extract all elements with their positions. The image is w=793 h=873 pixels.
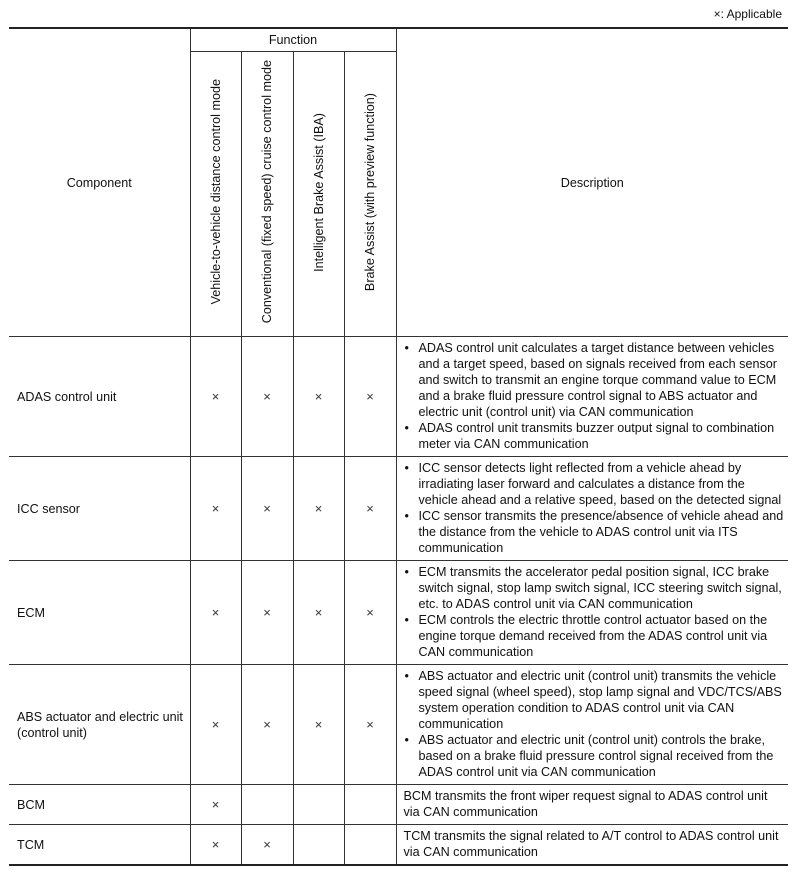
- component-cell: ADAS control unit: [9, 337, 190, 457]
- function-column-header: Vehicle-to-vehicle distance control mode: [190, 52, 241, 337]
- table-row: [9, 561, 788, 665]
- component-cell: ICC sensor: [9, 457, 190, 561]
- function-header: Function: [190, 28, 396, 52]
- empty-cell: [293, 785, 344, 825]
- description-bullet: • ECM transmits the accelerator pedal position signal, ICC brake switch signal, stop lamp switch signal, ICC steering switch signal, etc. to ADAS control unit via CAN communication: [404, 564, 785, 612]
- applicable-mark: ×: [241, 665, 293, 785]
- applicable-mark: ×: [241, 457, 293, 561]
- applicable-mark: ×: [190, 785, 241, 825]
- applicable-mark: ×: [241, 561, 293, 665]
- applicable-mark: ×: [190, 665, 241, 785]
- description-bullet: • ECM controls the electric throttle control actuator based on the engine torque demand received from the ADAS control unit via CAN communication: [404, 612, 785, 660]
- component-cell: TCM: [9, 825, 190, 866]
- function-column-header: Conventional (fixed speed) cruise control mode: [241, 52, 293, 337]
- empty-cell: [293, 825, 344, 866]
- applicable-mark: ×: [344, 337, 396, 457]
- description-bullet: • ADAS control unit calculates a target distance between vehicles and a target speed, based on signals received from each sensor and switch to transmit an engine torque command value to ECM and a brake fluid pressure control signal to ABS actuator and electric unit (control unit) via CAN communication: [404, 340, 785, 420]
- table-row: [9, 457, 788, 561]
- description-bullet: • ABS actuator and electric unit (control unit) controls the brake, based on a brake fluid pressure control signal received from the ADAS control unit via CAN communication: [404, 732, 785, 780]
- table-row: [9, 665, 788, 785]
- description-cell: [396, 665, 788, 785]
- applicable-mark: ×: [293, 337, 344, 457]
- description-bullet: • ADAS control unit transmits buzzer output signal to combination meter via CAN communication: [404, 420, 785, 452]
- empty-cell: [241, 785, 293, 825]
- applicable-mark: ×: [190, 561, 241, 665]
- applicable-mark: ×: [190, 337, 241, 457]
- applicable-mark: ×: [344, 457, 396, 561]
- description-header: Description: [396, 28, 788, 337]
- component-function-table: [9, 27, 788, 866]
- description-cell: [396, 561, 788, 665]
- table-row: [9, 825, 788, 866]
- applicable-mark: ×: [293, 665, 344, 785]
- empty-cell: [344, 785, 396, 825]
- component-cell: ECM: [9, 561, 190, 665]
- description-cell: [396, 457, 788, 561]
- description-cell: BCM transmits the front wiper request signal to ADAS control unit via CAN communication: [396, 785, 788, 825]
- applicable-mark: ×: [344, 665, 396, 785]
- applicable-mark: ×: [190, 825, 241, 866]
- applicable-mark: ×: [293, 457, 344, 561]
- function-column-header: Brake Assist (with preview function): [344, 52, 396, 337]
- table-row: [9, 337, 788, 457]
- description-cell: [396, 337, 788, 457]
- applicable-mark: ×: [293, 561, 344, 665]
- applicable-mark: ×: [344, 561, 396, 665]
- component-cell: ABS actuator and electric unit (control unit): [9, 665, 190, 785]
- applicable-mark: ×: [190, 457, 241, 561]
- table-row: [9, 785, 788, 825]
- description-bullet: • ICC sensor detects light reflected from a vehicle ahead by irradiating laser forward and calculates a distance from the vehicle ahead and a relative speed, based on the detected signal: [404, 460, 785, 508]
- applicable-mark: ×: [241, 337, 293, 457]
- applicable-mark: ×: [241, 825, 293, 866]
- function-column-header: Intelligent Brake Assist (IBA): [293, 52, 344, 337]
- description-cell: TCM transmits the signal related to A/T control to ADAS control unit via CAN communication: [396, 825, 788, 866]
- table-body: [9, 337, 788, 866]
- component-header: Component: [9, 28, 190, 337]
- legend: ×: Applicable: [713, 7, 782, 21]
- description-bullet: • ABS actuator and electric unit (control unit) transmits the vehicle speed signal (wheel speed), stop lamp signal and VDC/TCS/ABS system operation condition to ADAS control unit via CAN communication: [404, 668, 785, 732]
- description-bullet: • ICC sensor transmits the presence/absence of vehicle ahead and the distance from the vehicle to ADAS control unit via ITS communication: [404, 508, 785, 556]
- component-cell: BCM: [9, 785, 190, 825]
- empty-cell: [344, 825, 396, 866]
